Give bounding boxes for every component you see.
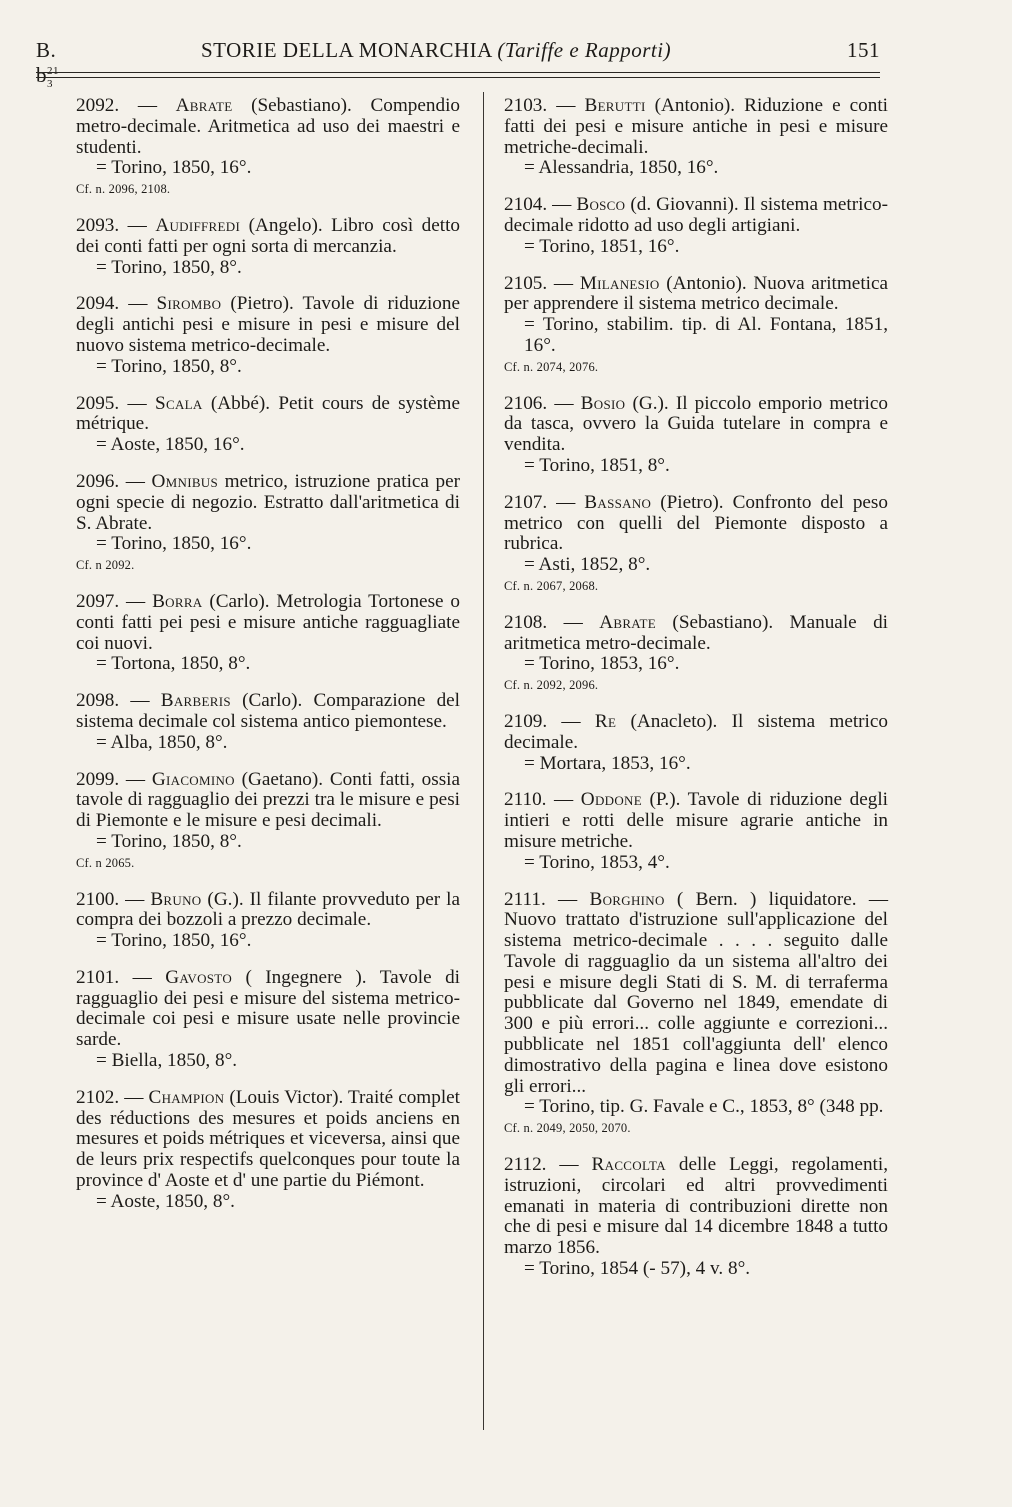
entry-imprint: = Torino, 1850, 16°. bbox=[96, 157, 252, 179]
entry-author: Barberis bbox=[160, 690, 231, 712]
entry-title: (G.). Il filante provveduto per la compra dei bozzoli a prezzo decimale. bbox=[76, 888, 460, 931]
entry-text bbox=[76, 96, 460, 158]
entry-author: Bosco bbox=[576, 194, 626, 216]
entry-separator: — bbox=[547, 194, 577, 216]
entry-separator: — bbox=[119, 1086, 149, 1108]
entry-text bbox=[76, 968, 460, 1051]
entry-author: Bosio bbox=[580, 392, 626, 414]
cross-reference: Cf. n. 2092, 2096. bbox=[504, 678, 599, 693]
bibliography-entry bbox=[504, 394, 888, 477]
header-rule-top bbox=[36, 72, 880, 73]
entry-separator: — bbox=[547, 491, 585, 513]
bibliography-entry bbox=[76, 472, 460, 576]
page-number: 151 bbox=[847, 38, 880, 62]
entry-title: (Abbé). Petit cours de système métrique. bbox=[76, 392, 460, 435]
bibliography-entry bbox=[504, 96, 888, 179]
entry-number: 2099. bbox=[76, 768, 120, 790]
entry-number: 2093. bbox=[76, 214, 120, 236]
entry-number: 2112. bbox=[504, 1154, 547, 1176]
page-title: STORIE DELLA MONARCHIA (Tariffe e Rapporti) bbox=[201, 38, 672, 62]
cross-reference: Cf. n. 2096, 2108. bbox=[76, 182, 171, 197]
entry-text bbox=[504, 96, 888, 158]
entry-text bbox=[76, 592, 460, 654]
entry-imprint: = Torino, 1850, 16°. bbox=[96, 533, 252, 555]
entry-imprint: = Alessandria, 1850, 16°. bbox=[524, 157, 719, 179]
entry-number: 2101. bbox=[76, 966, 120, 988]
entry-number: 2102. bbox=[76, 1086, 120, 1108]
entry-title: (Pietro). Confronto del peso metrico con quelli del Piemonte disposto a rubrica. bbox=[504, 491, 888, 555]
entry-number: 2095. bbox=[76, 392, 120, 414]
entry-number: 2094. bbox=[76, 293, 120, 315]
entry-imprint: = Tortona, 1850, 8°. bbox=[96, 653, 251, 675]
entry-imprint: = Aoste, 1850, 16°. bbox=[96, 434, 245, 456]
page-subtitle: (Tariffe e Rapporti) bbox=[497, 38, 672, 62]
entry-imprint: = Torino, tip. G. Favale e C., 1853, 8° (348 pp. bbox=[524, 1096, 884, 1118]
entry-author: Oddone bbox=[580, 789, 642, 811]
entry-text bbox=[76, 294, 460, 356]
entry-number: 2105. bbox=[504, 272, 548, 294]
entry-author: Champion bbox=[148, 1086, 225, 1108]
entry-title: (Sebastiano). Manuale di aritmetica metro-decimale. bbox=[504, 611, 889, 654]
bibliography-entry bbox=[504, 712, 888, 774]
entry-title: ( Ingegnere ). Tavole di ragguaglio dei pesi e misure del sistema metrico-decimale coi pesi e misure usate nelle provincie sarde. bbox=[76, 966, 460, 1051]
entry-number: 2110. bbox=[504, 789, 547, 811]
entry-separator: — bbox=[119, 966, 166, 988]
entry-title: (Carlo). Comparazione del sistema decimale col sistema antico piemontese. bbox=[76, 690, 461, 732]
entry-author: Giacomino bbox=[151, 768, 235, 790]
entry-title: (Antonio). Nuova aritmetica per apprendere il sistema metrico decimale. bbox=[504, 272, 889, 315]
column-divider bbox=[483, 92, 484, 1430]
entry-author: Berutti bbox=[584, 95, 646, 116]
entry-title: (P.). Tavole di riduzione degli intieri e rotti delle misure agrarie antiche in misure metriche. bbox=[504, 789, 888, 852]
entry-separator: — bbox=[119, 214, 156, 236]
entry-number: 2106. bbox=[504, 392, 548, 414]
entry-imprint: = Torino, 1850, 8°. bbox=[96, 256, 242, 278]
cross-reference: Cf. n 2092. bbox=[76, 558, 135, 573]
entry-separator: — bbox=[547, 272, 580, 294]
entry-author: Milanesio bbox=[579, 272, 660, 294]
bibliography-entry bbox=[504, 613, 888, 696]
bibliography-entry bbox=[76, 592, 460, 675]
entry-text bbox=[76, 216, 460, 258]
entry-imprint: = Torino, stabilim. tip. di Al. Fontana, 1851, 16°. bbox=[524, 314, 888, 356]
entry-text bbox=[504, 195, 888, 237]
entry-title: (Angelo). Libro così detto dei conti fatti per ogni sorta di mercanzia. bbox=[76, 214, 460, 257]
entry-imprint: = Torino, 1850, 8°. bbox=[96, 830, 242, 852]
entry-number: 2098. bbox=[76, 690, 120, 712]
left-column bbox=[76, 96, 460, 1229]
entry-text bbox=[504, 613, 888, 655]
entry-number: 2109. bbox=[504, 710, 548, 732]
bibliography-entry bbox=[504, 195, 888, 257]
bibliography-entry bbox=[76, 216, 460, 278]
entry-imprint: = Torino, 1851, 16°. bbox=[524, 235, 680, 257]
entry-text bbox=[504, 790, 888, 852]
entry-title: (Carlo). Metrologia Tortonese o conti fatti pei pesi e misure antiche ragguagliate coi nuovi. bbox=[76, 590, 461, 654]
entry-separator: — bbox=[546, 1154, 592, 1176]
right-column bbox=[504, 96, 888, 1296]
entry-separator: — bbox=[119, 690, 161, 712]
entry-author: Borra bbox=[152, 590, 203, 612]
bibliography-entry bbox=[76, 691, 460, 753]
bibliography-entry bbox=[504, 274, 888, 378]
entry-number: 2092. bbox=[76, 95, 120, 116]
entry-number: 2096. bbox=[76, 470, 120, 492]
entry-title: (Gaetano). Conti fatti, ossia tavole di ragguaglio dei prezzi tra le misure e pesi di Piemonte e le misure e pesi decimali. bbox=[76, 768, 461, 832]
entry-imprint: = Torino, 1850, 8°. bbox=[96, 355, 242, 377]
bibliography-entry bbox=[504, 493, 888, 597]
entry-separator: — bbox=[547, 392, 581, 414]
entry-text bbox=[504, 712, 888, 754]
entry-text bbox=[504, 1155, 888, 1259]
entry-text bbox=[504, 890, 888, 1098]
bibliography-entry bbox=[504, 790, 888, 873]
entry-separator: — bbox=[119, 470, 152, 492]
entry-separator: — bbox=[547, 95, 585, 116]
entry-imprint: = Aoste, 1850, 8°. bbox=[96, 1190, 235, 1212]
entry-imprint: = Alba, 1850, 8°. bbox=[96, 731, 228, 753]
cross-reference: Cf. n 2065. bbox=[76, 855, 135, 870]
entry-number: 2107. bbox=[504, 491, 548, 513]
entry-text bbox=[76, 691, 460, 733]
entry-title: (Pietro). Tavole di riduzione degli antichi pesi e misure in pesi e misure del nuovo sistema metrico-decimale. bbox=[76, 293, 460, 356]
entry-author: Bassano bbox=[584, 491, 652, 513]
entry-title: metrico, istruzione pratica per ogni specie di negozio. Estratto dall'aritmetica di S. Abrate. bbox=[76, 470, 461, 534]
entry-separator: — bbox=[119, 888, 151, 910]
running-header bbox=[36, 38, 880, 91]
entry-author: Bruno bbox=[150, 888, 202, 910]
entry-imprint: = Mortara, 1853, 16°. bbox=[524, 752, 691, 774]
entry-number: 2108. bbox=[504, 611, 548, 633]
entry-author: Abrate bbox=[175, 95, 233, 116]
bibliography-entry bbox=[76, 890, 460, 952]
entry-separator: — bbox=[547, 710, 595, 732]
entry-author: Raccolta bbox=[591, 1154, 666, 1176]
entry-title: ( Bern. ) liquidatore. — Nuovo trattato d'istruzione sull'applicazione del sistema metrico-decimale . . . . seguito dalle Tavole di ragguaglio da un sistema all'altro dei pesi e misure degli Stati di S. M. di terraferma pubblicate dal Governo nel 1849, emendate di 300 e più errori... colle aggiunte e correzioni... pubblicate nel 1851 coll'aggiunta dell' elenco dimostrativo della pagina e linea dove esistono gli errori... bbox=[504, 888, 889, 1097]
entry-separator: — bbox=[119, 293, 157, 315]
entry-number: 2104. bbox=[504, 194, 548, 216]
entry-title: (Louis Victor). Traité complet des réductions des mesures et poids anciens en mesures et poids métriques et viceversa, ainsi que de leurs prix respectifs quelconques pour toute la province d' Aoste et d' une partie du Piémont. bbox=[76, 1086, 460, 1192]
entry-separator: — bbox=[119, 392, 156, 414]
entry-imprint: = Biella, 1850, 8°. bbox=[96, 1050, 238, 1072]
bibliography-entry bbox=[504, 890, 888, 1140]
entry-author: Sirombo bbox=[156, 293, 222, 315]
entry-imprint: = Torino, 1850, 16°. bbox=[96, 930, 252, 952]
bibliography-entry bbox=[76, 770, 460, 874]
bibliography-entry bbox=[76, 968, 460, 1072]
entry-author: Omnibus bbox=[151, 470, 219, 492]
cross-reference: Cf. n. 2049, 2050, 2070. bbox=[504, 1121, 631, 1136]
entry-text bbox=[504, 493, 888, 555]
entry-separator: — bbox=[119, 95, 176, 116]
entry-number: 2100. bbox=[76, 888, 120, 910]
bibliography-entry bbox=[504, 1155, 888, 1280]
entry-imprint: = Torino, 1853, 16°. bbox=[524, 653, 680, 675]
entry-imprint: = Torino, 1851, 8°. bbox=[524, 454, 670, 476]
entry-title: (G.). Il piccolo emporio metrico da tasca, ovvero la Guida tutelare in compra e vendita. bbox=[504, 392, 888, 456]
bibliography-entry bbox=[76, 394, 460, 456]
entry-author: Audiffredi bbox=[155, 214, 241, 236]
entry-separator: — bbox=[119, 590, 153, 612]
entry-separator: — bbox=[547, 611, 600, 633]
entry-text bbox=[76, 1088, 460, 1192]
header-rule-bottom bbox=[36, 77, 880, 78]
entry-author: Re bbox=[594, 710, 617, 732]
entry-text bbox=[76, 890, 460, 932]
entry-number: 2111. bbox=[504, 888, 546, 910]
entry-number: 2103. bbox=[504, 95, 548, 116]
entry-title: (d. Giovanni). Il sistema metrico-decimale ridotto ad uso degli artigiani. bbox=[504, 194, 888, 236]
entry-title: (Antonio). Riduzione e conti fatti dei pesi e misure antiche in pesi e misure metriche-decimali. bbox=[504, 95, 888, 158]
entry-imprint: = Torino, 1854 (- 57), 4 v. 8°. bbox=[524, 1258, 751, 1280]
entry-author: Scala bbox=[155, 392, 203, 414]
entry-text bbox=[76, 770, 460, 832]
entry-separator: — bbox=[119, 768, 152, 790]
entry-separator: — bbox=[545, 888, 590, 910]
entry-text bbox=[504, 274, 888, 316]
entry-imprint: = Asti, 1852, 8°. bbox=[524, 554, 651, 576]
entry-number: 2097. bbox=[76, 590, 120, 612]
entry-author: Borghino bbox=[589, 888, 665, 910]
entry-title: (Anacleto). Il sistema metrico decimale. bbox=[504, 710, 888, 753]
entry-text bbox=[76, 394, 460, 436]
signature-mark: B. $b^{21}_3$ bbox=[36, 38, 59, 91]
entry-text bbox=[504, 394, 888, 456]
entry-imprint: = Torino, 1853, 4°. bbox=[524, 851, 670, 873]
cross-reference: Cf. n. 2074, 2076. bbox=[504, 359, 599, 374]
entry-author: Abrate bbox=[599, 611, 657, 633]
bibliography-entry bbox=[76, 96, 460, 200]
entry-author: Gavosto bbox=[165, 966, 233, 988]
bibliography-entry bbox=[76, 1088, 460, 1213]
cross-reference: Cf. n. 2067, 2068. bbox=[504, 578, 599, 593]
entry-text bbox=[76, 472, 460, 534]
bibliography-entry bbox=[76, 294, 460, 377]
entry-title: delle Leggi, regolamenti, istruzioni, circolari ed altri provvedimenti emanati in materia di contribuzioni dirette non che di pesi e misure dal 14 dicembre 1848 a tutto marzo 1856. bbox=[504, 1154, 889, 1259]
entry-title: (Sebastiano). Compendio metro-decimale. Aritmetica ad uso dei maestri e studenti. bbox=[76, 95, 460, 158]
entry-separator: — bbox=[546, 789, 581, 811]
